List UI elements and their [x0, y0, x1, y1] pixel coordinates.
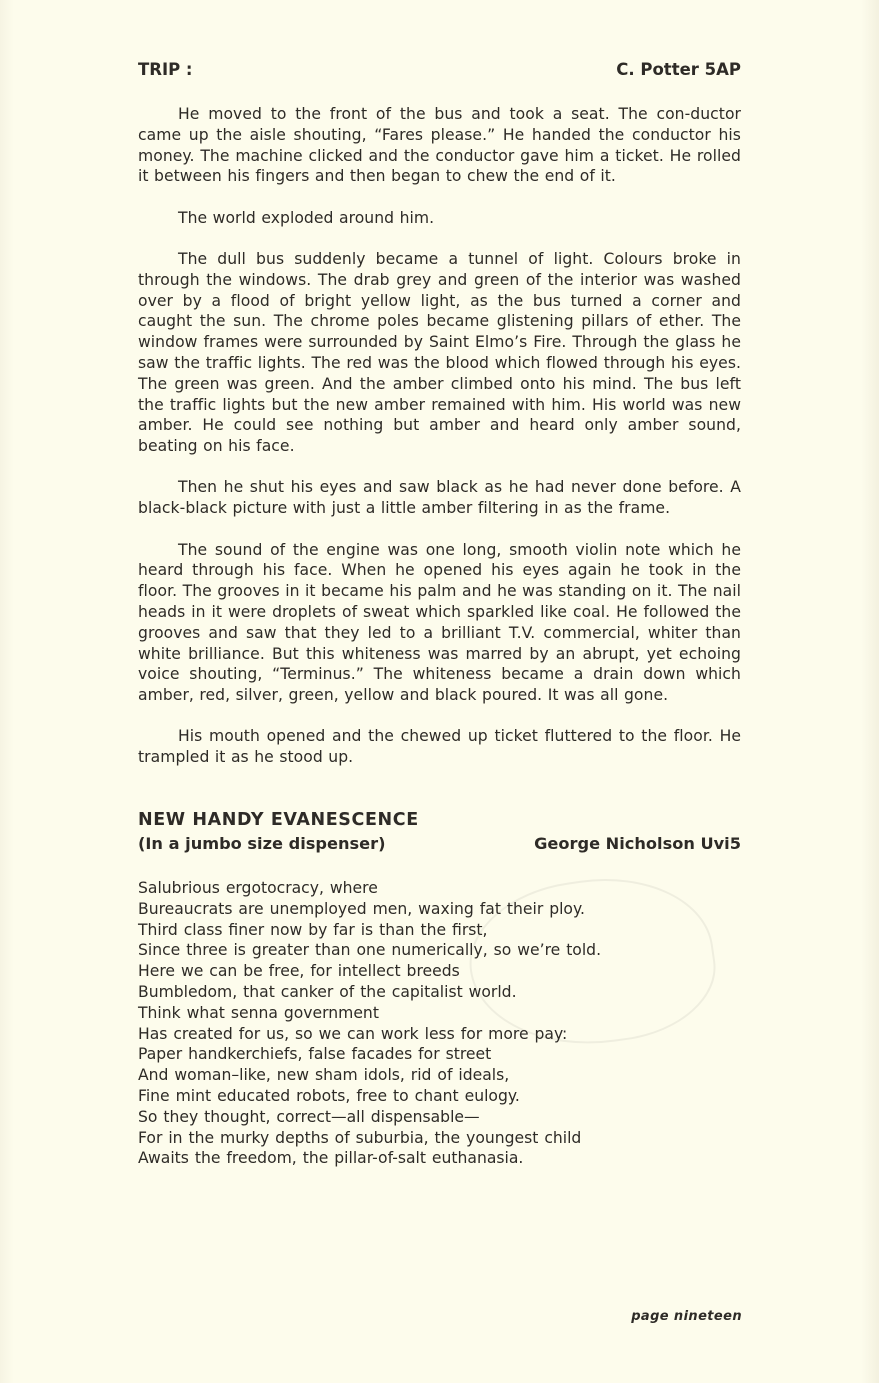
poem-line: Awaits the freedom, the pillar-of-salt euthanasia.: [138, 1149, 524, 1168]
poem-subtitle: (In a jumbo size dispenser): [138, 834, 386, 854]
poem-header: [138, 834, 741, 858]
story-title: TRIP :: [138, 60, 193, 79]
poem-author: George Nicholson Uvi5: [534, 834, 741, 854]
story-body: [138, 104, 741, 768]
story-paragraph: He moved to the front of the bus and took a seat. The con-ductor came up the aisle shouting, “Fares please.” He handed the conductor his money. The machine clicked and the conductor gave him a ticket. He rolled it between his fingers and then began to chew the end of it.: [138, 105, 741, 186]
poem-line: Fine mint educated robots, free to chant eulogy.: [138, 1086, 520, 1105]
poem-line: Here we can be free, for intellect breeds: [138, 962, 460, 981]
story-author: C. Potter 5AP: [616, 60, 741, 79]
poem-line: And woman–like, new sham idols, rid of ideals,: [138, 1066, 510, 1085]
page-number: page nineteen: [631, 1309, 742, 1324]
story-paragraph: Then he shut his eyes and saw black as he had never done before. A black-black picture with just a little amber filtering in as the frame.: [138, 478, 741, 518]
poem-line: For in the murky depths of suburbia, the youngest child: [138, 1128, 582, 1147]
story-paragraph: The sound of the engine was one long, smooth violin note which he heard through his face. When he opened his eyes again he took in the floor. The grooves in it became his palm and he was standing on it. The nail heads in it were droplets of sweat which sparkled like coal. He followed the grooves and saw that they led to a brilliant T.V. commercial, whiter than white brilliance. But this whiteness was marred by an abrupt, yet echoing voice shouting, “Terminus.” The whiteness became a drain down which amber, red, silver, green, yellow and black poured. It was all gone.: [138, 540, 741, 705]
poem-line: Salubrious ergotocracy, where: [138, 879, 378, 898]
story-header: [138, 60, 741, 86]
poem-line: Paper handkerchiefs, false facades for street: [138, 1045, 492, 1064]
poem-line: Bumbledom, that canker of the capitalist world.: [138, 983, 517, 1001]
story-paragraph: The world exploded around him.: [178, 208, 435, 227]
poem-line: Third class finer now by far is than the first,: [138, 920, 488, 939]
poem-line: Since three is greater than one numerically, so we’re told.: [138, 941, 602, 960]
story-paragraph: The dull bus suddenly became a tunnel of light. Colours broke in through the windows. The drab grey and green of the interior was washed over by a flood of bright yellow light, as the bus turned a corner and caught the sun. The chrome poles became glistening pillars of ether. The window frames were surrounded by Saint Elmo’s Fire. Through the glass he saw the traffic lights. The red was the blood which flowed through his eyes. The green was green. And the amber climbed onto his mind. The bus left the traffic lights but the new amber remained with him. His world was new amber. He could see nothing but amber and heard only amber sound, beating on his face.: [138, 249, 741, 456]
poem-body: [138, 878, 741, 1169]
poem-line: Bureaucrats are unemployed men, waxing fat their ploy.: [138, 899, 585, 918]
story-paragraph: His mouth opened and the chewed up ticket fluttered to the floor. He trampled it as he stood up.: [138, 727, 741, 767]
poem-line: Think what senna government: [138, 1003, 379, 1022]
poem-line: So they thought, correct—all dispensable—: [138, 1107, 480, 1126]
page-content: [138, 60, 741, 1169]
poem-line: Has created for us, so we can work less for more pay:: [138, 1024, 568, 1043]
poem-title: NEW HANDY EVANESCENCE: [138, 810, 419, 831]
